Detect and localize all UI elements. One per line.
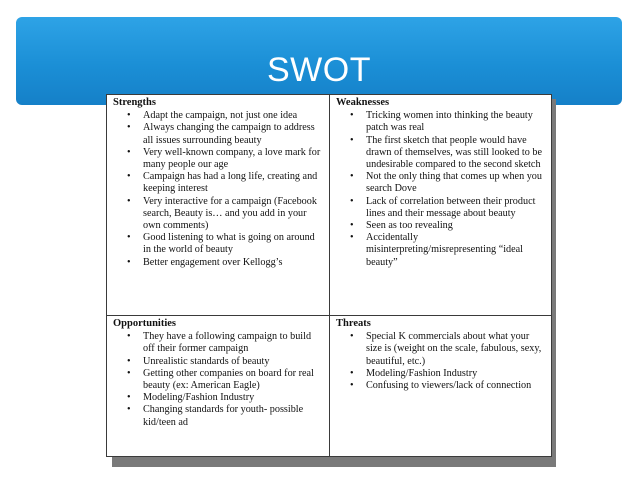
list-item: • Modeling/Fashion Industry (143, 392, 323, 404)
list-item: • Modeling/Fashion Industry (366, 368, 545, 380)
list-item: • Special K commercials about what your size is (weight on the scale, fabulous, sexy, beautiful, etc.) (366, 331, 545, 368)
list-item: • Tricking women into thinking the beauty patch was real (366, 110, 545, 134)
list-item: • Accidentally misinterpreting/misrepresenting “ideal beauty” (366, 232, 545, 269)
list-item: • Lack of correlation between their product lines and their message about beauty (366, 196, 545, 220)
list-item: • Very well-known company, a love mark for many people our age (143, 147, 323, 171)
strengths-cell (107, 95, 330, 316)
list-item: • Good listening to what is going on around in the world of beauty (143, 232, 323, 256)
list-item: • They have a following campaign to build off their former campaign (143, 331, 323, 355)
strengths-list (113, 110, 323, 269)
threats-list (336, 331, 545, 392)
opportunities-list (113, 331, 323, 429)
opportunities-heading: Opportunities (113, 318, 177, 329)
list-item: • Not the only thing that comes up when you search Dove (366, 171, 545, 195)
list-item: • Confusing to viewers/lack of connection (366, 380, 545, 392)
list-item: • Changing standards for youth- possible kid/teen ad (143, 404, 323, 428)
strengths-heading: Strengths (113, 97, 156, 108)
list-item: • Seen as too revealing (366, 220, 545, 232)
list-item: • Getting other companies on board for real beauty (ex: American Eagle) (143, 368, 323, 392)
list-item: • Unrealistic standards of beauty (143, 356, 323, 368)
threats-heading: Threats (336, 318, 371, 329)
list-item: • Always changing the campaign to address all issues surrounding beauty (143, 122, 323, 146)
list-item: • Better engagement over Kellogg’s (143, 257, 323, 269)
list-item: • The first sketch that people would have drawn of themselves, was still looked to be undesirable compared to the second sketch (366, 135, 545, 172)
list-item: • Campaign has had a long life, creating and keeping interest (143, 171, 323, 195)
list-item: • Adapt the campaign, not just one idea (143, 110, 323, 122)
weaknesses-list (336, 110, 545, 269)
weaknesses-heading: Weaknesses (336, 97, 390, 108)
threats-cell (330, 316, 551, 456)
slide-title: SWOT (267, 51, 371, 89)
weaknesses-cell (330, 95, 551, 316)
swot-table (106, 94, 552, 457)
list-item: • Very interactive for a campaign (Facebook search, Beauty is… and you add in your own comments) (143, 196, 323, 233)
opportunities-cell (107, 316, 330, 456)
